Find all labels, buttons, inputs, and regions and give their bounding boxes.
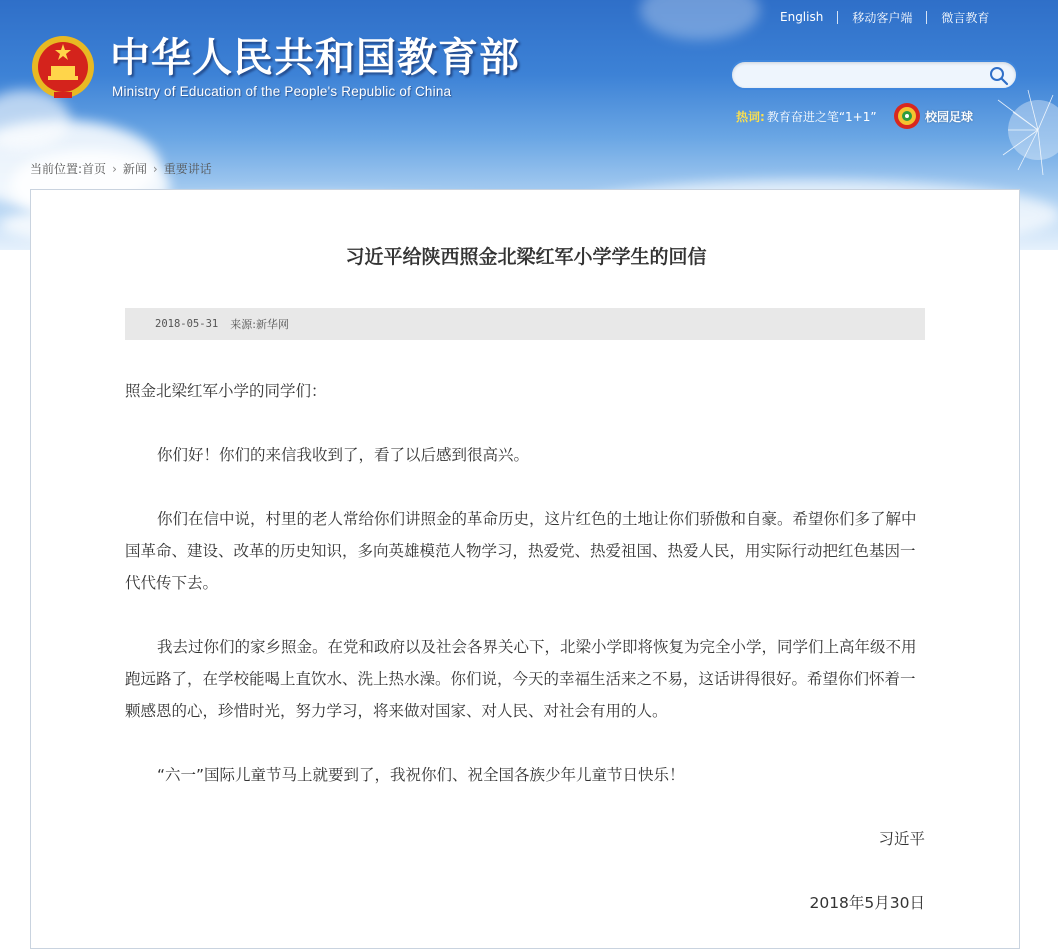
top-links: [780, 8, 989, 26]
article-date: 2018-05-31: [155, 318, 219, 330]
hot-words: [736, 108, 877, 125]
top-link-mobile[interactable]: 移动客户端: [852, 10, 913, 25]
article-greeting: 照金北梁红军小学的同学们：: [125, 382, 327, 400]
article-paragraph: “六一”国际儿童节马上就要到了，我祝你们、祝全国各族少年儿童节日快乐！: [157, 766, 685, 784]
breadcrumb-speeches[interactable]: 重要讲话: [163, 162, 212, 176]
site-subtitle: Ministry of Education of the People's Republic of China: [112, 84, 452, 99]
source-label: 来源:: [230, 318, 256, 331]
article-paragraph: 你们好！你们的来信我收到了，看了以后感到很高兴。: [157, 446, 530, 464]
top-link-weiyan[interactable]: 微言教育: [941, 10, 990, 25]
breadcrumb-home[interactable]: 首页: [82, 162, 107, 176]
hot-link[interactable]: 教育奋进之笔“1+1”: [766, 110, 877, 124]
chevron-right-icon: ›: [152, 161, 158, 176]
article-meta: [125, 308, 925, 340]
search-box: [730, 60, 1018, 90]
article-signature: 习近平: [878, 830, 925, 848]
top-link-english[interactable]: English: [780, 10, 824, 24]
campus-football-label: 校园足球: [925, 109, 974, 124]
chevron-right-icon: ›: [112, 161, 117, 176]
national-emblem-icon: [30, 32, 96, 102]
breadcrumb: [30, 160, 212, 177]
divider: [837, 11, 838, 24]
search-input[interactable]: [744, 65, 988, 87]
campus-football-icon: [893, 102, 921, 130]
article-source: 新华网: [255, 318, 289, 331]
site-title: 中华人民共和国教育部: [110, 35, 520, 81]
search-icon[interactable]: [988, 65, 1010, 87]
divider: [926, 11, 927, 24]
campus-football-link[interactable]: [893, 102, 973, 130]
article-paragraph: 你们在信中说，村里的老人常给你们讲照金的革命历史，这片红色的土地让你们骄傲和自豪。希望你们多了解中国革命、建设、改革的历史知识，多向英雄模范人物学习，热爱党、热爱祖国、热爱人民，用实际行动把红色基因一代代传下去。: [125, 510, 917, 592]
article-container: [30, 189, 1020, 949]
breadcrumb-news[interactable]: 新闻: [122, 162, 147, 176]
breadcrumb-prefix: 当前位置:: [30, 162, 83, 176]
hot-label: 热词:: [736, 110, 765, 124]
article-paragraph: 我去过你们的家乡照金。在党和政府以及社会各界关心下，北梁小学即将恢复为完全小学，同学们上高年级不用跑远路了，在学校能喝上直饮水、洗上热水澡。你们说，今天的幸福生活来之不易，这话讲得很好。希望你们怀着一颗感恩的心，珍惜时光，努力学习，将来做对国家、对人民、对社会有用的人。: [125, 638, 917, 720]
article-sign-date: 2018年5月30日: [809, 894, 925, 912]
article-title: 习近平给陕西照金北梁红军小学学生的回信: [345, 246, 707, 268]
